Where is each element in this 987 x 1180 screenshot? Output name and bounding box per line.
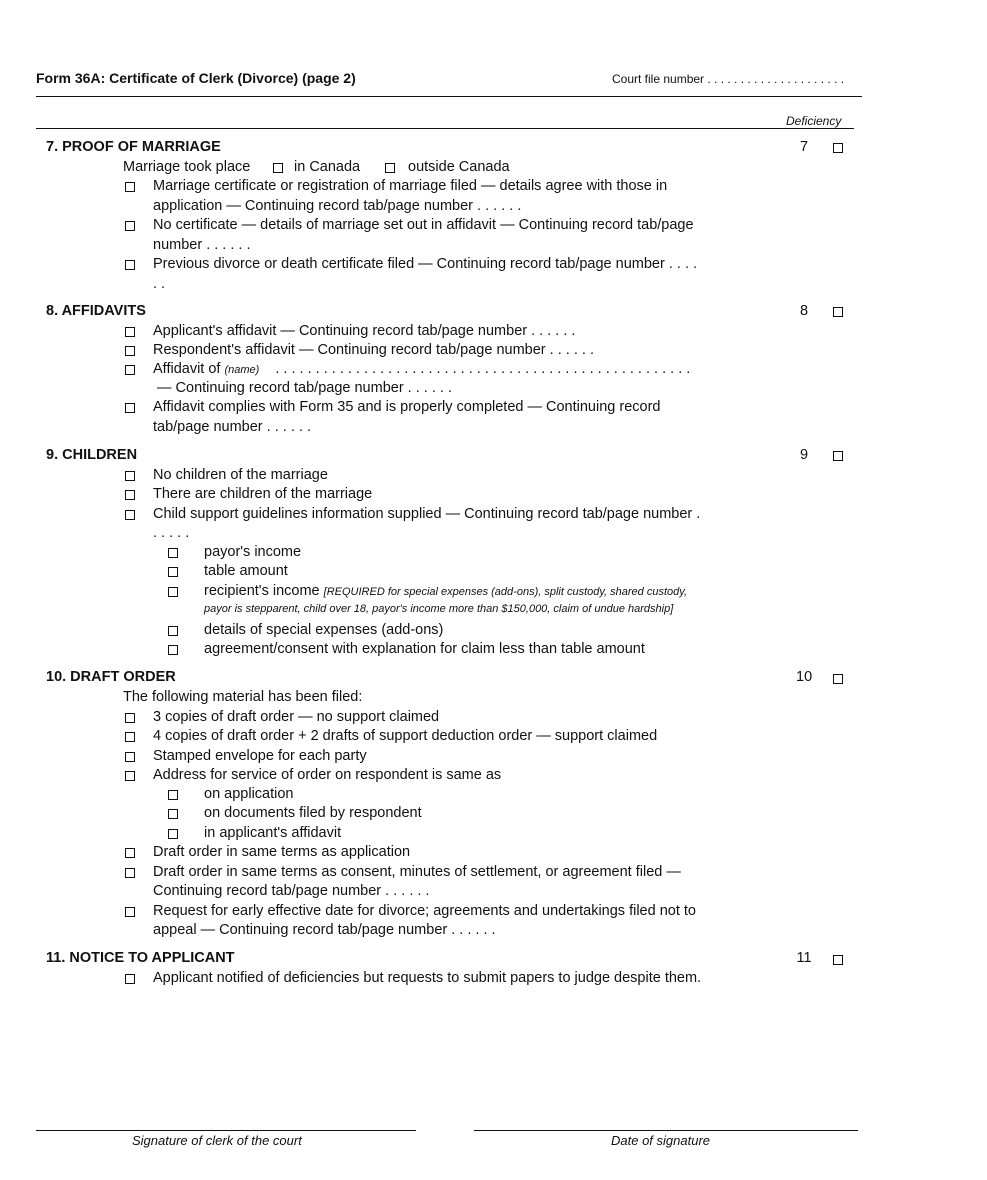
s9-sub5-checkbox[interactable]: [168, 645, 178, 655]
s10-sub2: on documents filed by respondent: [204, 805, 422, 821]
name-fill-line[interactable]: . . . . . . . . . . . . . . . . . . . . . . . . . . . . . . . . . . . . . . . . . . . . . . . . . . . .: [275, 361, 691, 377]
affidavit-of-label: Affidavit of: [153, 361, 221, 377]
section-11-title: 11. NOTICE TO APPLICANT: [46, 950, 235, 966]
s10-item4-checkbox[interactable]: [125, 771, 135, 781]
in-canada-label: in Canada: [294, 159, 361, 175]
section-8-title: 8. AFFIDAVITS: [46, 303, 146, 319]
s8-item4-line1: Affidavit complies with Form 35 and is properly completed — Continuing record: [153, 399, 661, 415]
s7-item2-checkbox[interactable]: [125, 221, 135, 231]
s10-item1-checkbox[interactable]: [125, 713, 135, 723]
s9-sub3-line1: [204, 583, 687, 599]
section-7-number: 7: [799, 139, 809, 155]
s10-item6-checkbox[interactable]: [125, 868, 135, 878]
section-7-deficiency-checkbox[interactable]: [833, 143, 843, 153]
s8-item3-line1: [153, 361, 690, 377]
date-signature-label: Date of signature: [611, 1133, 711, 1148]
s8-item4-checkbox[interactable]: [125, 403, 135, 413]
s9-sub4: details of special expenses (add-ons): [204, 622, 444, 638]
header-rule: [36, 96, 862, 97]
section-10-title: 10. DRAFT ORDER: [46, 669, 176, 685]
s7-item3-checkbox[interactable]: [125, 260, 135, 270]
s10-item5-checkbox[interactable]: [125, 848, 135, 858]
s8-item2-checkbox[interactable]: [125, 346, 135, 356]
form-title: Form 36A: Certificate of Clerk (Divorce) (page 2): [36, 70, 356, 86]
s9-sub1-checkbox[interactable]: [168, 548, 178, 558]
section-11-number: 11: [796, 950, 812, 966]
s9-item3-line1: Child support guidelines information supplied — Continuing record tab/page number .: [153, 506, 701, 522]
section-9-deficiency-checkbox[interactable]: [833, 451, 843, 461]
outside-canada-label: outside Canada: [408, 159, 510, 175]
s8-item4-line2: tab/page number . . . . . .: [153, 419, 311, 435]
clerk-signature-label: Signature of clerk of the court: [132, 1133, 302, 1148]
s10-item1: 3 copies of draft order — no support claimed: [153, 709, 440, 725]
s7-item2-line1: No certificate — details of marriage set out in affidavit — Continuing record tab/page: [153, 217, 694, 233]
recipients-income-label: recipient's income: [204, 583, 320, 599]
court-file-number[interactable]: Court file number . . . . . . . . . . . . . . . . . . . . .: [612, 72, 845, 86]
s7-item1-line2: application — Continuing record tab/page number . . . . . .: [153, 198, 522, 214]
table-rule: [36, 128, 854, 129]
s10-item4: Address for service of order on respondent is same as: [153, 767, 502, 783]
s11-item1-checkbox[interactable]: [125, 974, 135, 984]
s9-sub5: agreement/consent with explanation for claim less than table amount: [204, 641, 645, 657]
s11-item1: Applicant notified of deficiencies but requests to submit papers to judge despite them.: [153, 970, 702, 986]
section-9-title: 9. CHILDREN: [46, 447, 138, 463]
deficiency-heading: Deficiency: [786, 114, 842, 128]
s8-item3-line2: — Continuing record tab/page number . . . . . .: [157, 380, 452, 396]
s8-item1: Applicant's affidavit — Continuing record tab/page number . . . . . .: [153, 323, 576, 339]
outside-canada-checkbox[interactable]: [385, 163, 395, 173]
clerk-signature-line[interactable]: [36, 1130, 416, 1131]
s9-item1: No children of the marriage: [153, 467, 328, 483]
section-7-title: 7. PROOF OF MARRIAGE: [46, 139, 221, 155]
s10-intro: The following material has been filed:: [123, 689, 363, 705]
s10-sub1-checkbox[interactable]: [168, 790, 178, 800]
s9-sub3-checkbox[interactable]: [168, 587, 178, 597]
section-8-number: 8: [799, 303, 809, 319]
s9-sub1: payor's income: [204, 544, 302, 560]
s8-item2: Respondent's affidavit — Continuing record tab/page number . . . . . .: [153, 342, 594, 358]
s10-sub3: in applicant's affidavit: [204, 825, 342, 841]
s10-item5: Draft order in same terms as application: [153, 844, 411, 860]
marriage-place-label: Marriage took place: [123, 159, 251, 175]
recipients-income-note: [REQUIRED for special expenses (add-ons), split custody, shared custody,: [323, 586, 688, 598]
s10-item6-line2: Continuing record tab/page number . . . . . .: [153, 883, 430, 899]
s7-item3-line1: Previous divorce or death certificate filed — Continuing record tab/page number . . . .: [153, 256, 698, 272]
s9-item1-checkbox[interactable]: [125, 471, 135, 481]
s9-sub2: table amount: [204, 563, 288, 579]
section-10-number: 10: [796, 669, 813, 685]
section-10-deficiency-checkbox[interactable]: [833, 674, 843, 684]
section-11-deficiency-checkbox[interactable]: [833, 955, 843, 965]
s8-item1-checkbox[interactable]: [125, 327, 135, 337]
s10-item7-line2: appeal — Continuing record tab/page number . . . . . .: [153, 922, 496, 938]
s10-sub1: on application: [204, 786, 294, 802]
s7-item2-line2: number . . . . . .: [153, 237, 251, 253]
section-9-number: 9: [799, 447, 809, 463]
s7-item1-line1: Marriage certificate or registration of marriage filed — details agree with those in: [153, 178, 668, 194]
s7-item1-checkbox[interactable]: [125, 182, 135, 192]
s9-item2: There are children of the marriage: [153, 486, 373, 502]
form-header: [36, 68, 862, 96]
s10-item2: 4 copies of draft order + 2 drafts of support deduction order — support claimed: [153, 728, 658, 744]
s9-item2-checkbox[interactable]: [125, 490, 135, 500]
in-canada-checkbox[interactable]: [273, 163, 283, 173]
name-hint: (name): [224, 364, 260, 376]
s8-item3-checkbox[interactable]: [125, 365, 135, 375]
s10-item7-checkbox[interactable]: [125, 907, 135, 917]
s9-item3-line2: . . . . .: [153, 525, 190, 541]
s10-sub2-checkbox[interactable]: [168, 809, 178, 819]
s10-item2-checkbox[interactable]: [125, 732, 135, 742]
s9-sub3-line2: payor is stepparent, child over 18, payor's income more than $150,000, claim of undue hardship]: [204, 603, 674, 615]
s10-item3-checkbox[interactable]: [125, 752, 135, 762]
section-8-deficiency-checkbox[interactable]: [833, 307, 843, 317]
s10-item3: Stamped envelope for each party: [153, 748, 367, 764]
s10-item6-line1: Draft order in same terms as consent, minutes of settlement, or agreement filed —: [153, 864, 681, 880]
s9-item3-checkbox[interactable]: [125, 510, 135, 520]
s10-item7-line1: Request for early effective date for divorce; agreements and undertakings filed not to: [153, 903, 696, 919]
s9-sub4-checkbox[interactable]: [168, 626, 178, 636]
s7-item3-line2: . .: [153, 276, 166, 292]
s10-sub3-checkbox[interactable]: [168, 829, 178, 839]
date-signature-line[interactable]: [474, 1130, 858, 1131]
s9-sub2-checkbox[interactable]: [168, 567, 178, 577]
